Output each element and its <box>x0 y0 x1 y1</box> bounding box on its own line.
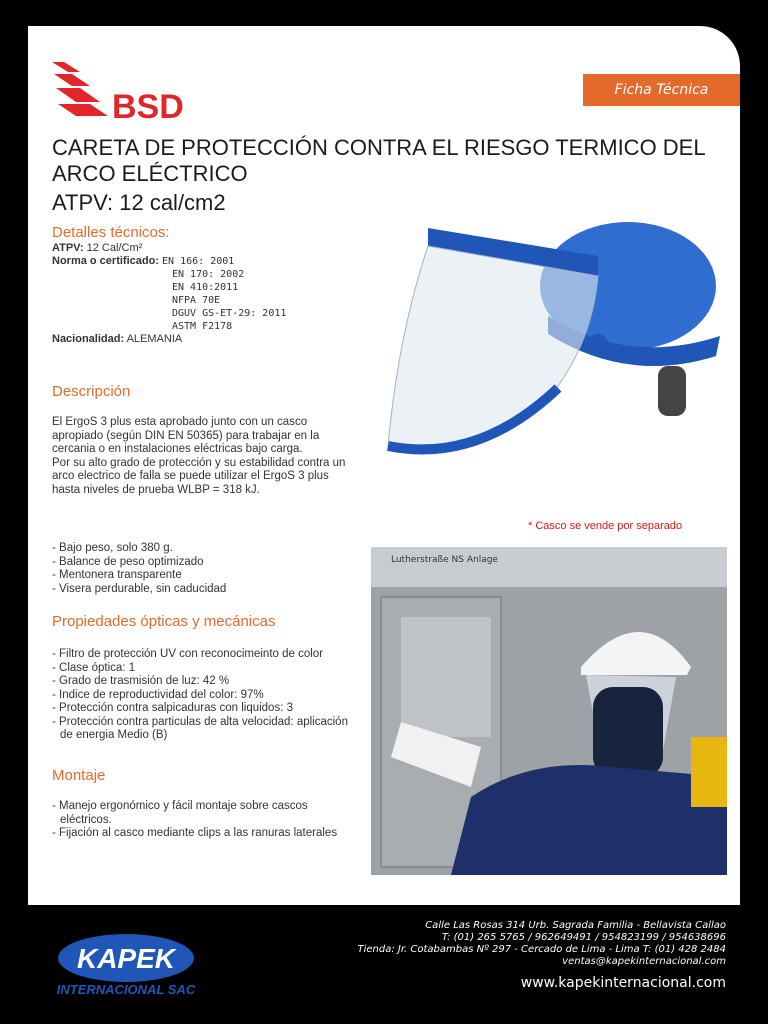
ficha-tecnica-badge: Ficha Técnica <box>583 74 740 106</box>
title-line-2: ARCO ELÉCTRICO <box>52 161 248 186</box>
optical-heading: Propiedades ópticas y mecánicas <box>52 613 276 630</box>
worker-photo <box>371 547 727 875</box>
list-item: - Fijación al casco mediante clips a las ranuras laterales <box>52 827 338 839</box>
bsd-logo <box>50 58 210 128</box>
list-item: - Protección contra salpicaduras con liquidos: 3 <box>52 702 293 714</box>
description-heading: Descripción <box>52 383 131 400</box>
list-item: - Bajo peso, solo 380 g. <box>52 542 173 554</box>
norm-3: EN 410:2011 <box>172 282 239 293</box>
photo-sign-text: Lutherstraße NS Anlage <box>391 555 498 565</box>
mounting-heading: Montaje <box>52 767 106 784</box>
footer-website-link[interactable]: www.kapekinternacional.com <box>520 975 726 991</box>
list-item: - Balance de peso optimizado <box>52 555 204 568</box>
description-para-2: Por su alto grado de protección y su estabilidad contra un arco electrico de falla se puede utilizar el ErgoS 3 plus hasta niveles de prueba WLBP = 318 kJ. <box>52 456 346 496</box>
details-heading: Detalles técnicos: <box>52 224 170 241</box>
atpv-value: 12 Cal/Cm² <box>86 242 143 254</box>
worker-photo-illustration <box>371 547 727 875</box>
description-para-1: El ErgoS 3 plus esta aprobado junto con un casco apropiado (según DIN EN 50365) para trabajar en la cercania o en instalaciones eléctricas bajo carga. <box>52 416 320 455</box>
list-item: - Visera perdurable, sin caducidad <box>52 582 227 595</box>
kapek-logo <box>46 930 216 1000</box>
product-title <box>52 135 732 187</box>
footer-store: Tienda: Jr. Cotabambas Nº 297 - Cercado de Lima - Lima T: (01) 428 2484 <box>357 944 726 955</box>
description-text <box>52 416 352 497</box>
norm-4: NFPA 70E <box>172 295 221 306</box>
norm-5: DGUV GS-ET-29: 2011 <box>172 308 287 319</box>
face-shield-product-image <box>358 216 733 476</box>
atpv-label: ATPV: <box>52 242 84 254</box>
list-item: - Clase óptica: 1 <box>52 661 136 674</box>
list-item: - Manejo ergonómico y fácil montaje sobre cascos eléctricos. <box>52 800 308 826</box>
atpv-row <box>52 242 286 255</box>
list-item: - Mentonera transparente <box>52 569 182 581</box>
brand-name: BSD <box>112 88 184 126</box>
optical-bullets <box>52 648 352 743</box>
list-item: - Indice de reproductividad del color: 97% <box>52 688 264 701</box>
nationality-row <box>52 333 286 346</box>
footer-email[interactable]: ventas@kapekinternacional.com <box>562 956 726 967</box>
helmet-note: * Casco se vende por separado <box>528 520 683 532</box>
mounting-bullets <box>52 800 352 841</box>
list-item: - Filtro de protección UV con reconocimeinto de color <box>52 648 324 660</box>
norm-6: ASTM F2178 <box>172 321 233 332</box>
description-bullets <box>52 542 226 596</box>
specs-block <box>52 242 286 346</box>
title-line-1: CARETA DE PROTECCIÓN CONTRA EL RIESGO TERMICO DEL <box>52 135 706 160</box>
kapek-name: KAPEK <box>76 943 176 974</box>
norm-row <box>52 255 286 268</box>
datasheet-page <box>28 26 740 905</box>
norm-label: Norma o certificado: <box>52 255 159 267</box>
list-item: - Protección contra particulas de alta velocidad: aplicación de energia Medio (B) <box>52 715 348 741</box>
norm-1: EN 166: 2001 <box>162 256 235 267</box>
nationality-label: Nacionalidad: <box>52 333 125 345</box>
footer-address: Calle Las Rosas 314 Urb. Sagrada Familia - Bellavista Callao <box>425 920 726 931</box>
nationality-value: ALEMANIA <box>126 333 183 345</box>
footer-phones: T: (01) 265 5765 / 962649491 / 954823199 / 954638696 <box>441 932 726 943</box>
list-item: - Grado de trasmisión de luz: 42 % <box>52 675 230 687</box>
kapek-subname: INTERNACIONAL SAC <box>56 982 196 997</box>
product-subtitle: ATPV: 12 cal/cm2 <box>52 190 226 215</box>
footer-contact <box>358 920 727 968</box>
norm-2: EN 170: 2002 <box>172 269 245 280</box>
